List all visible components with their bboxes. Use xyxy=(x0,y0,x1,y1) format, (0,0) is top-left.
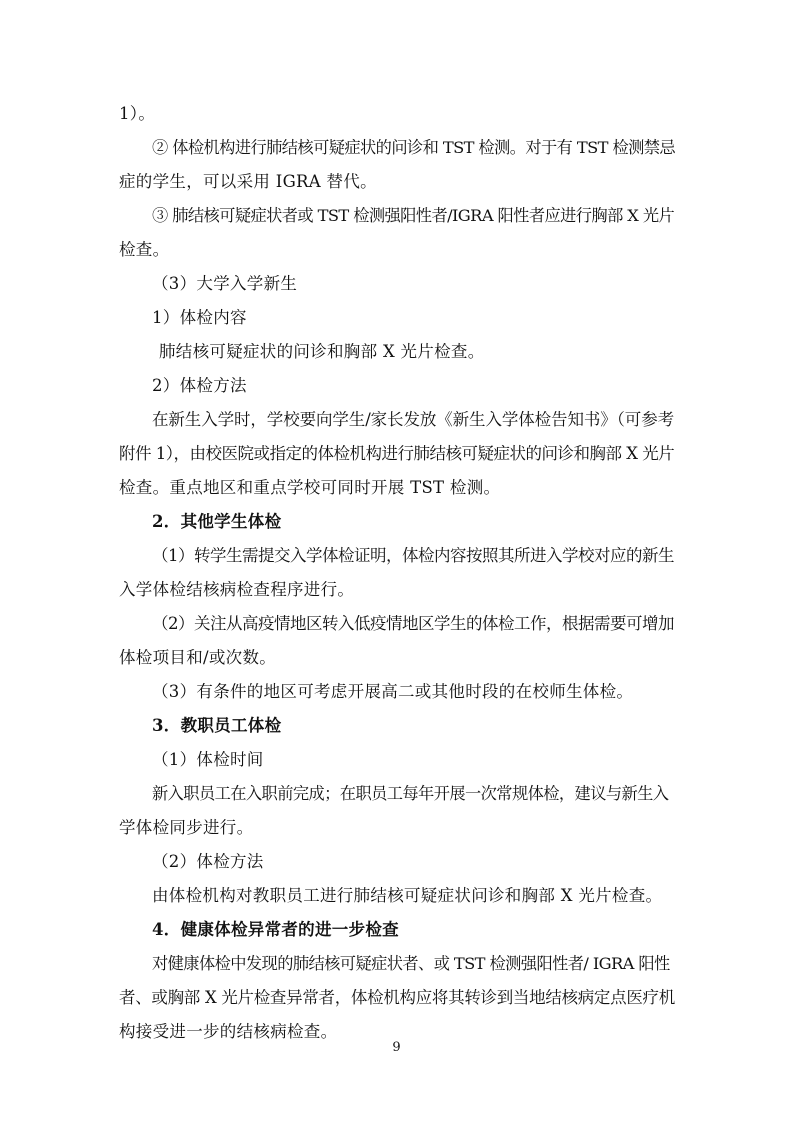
text-line: 新入职员工在入职前完成；在职员工每年开展一次常规体检，建议与新生入 xyxy=(152,784,669,803)
subsection-heading: 1）体检内容 xyxy=(152,308,247,327)
text-line: 对健康体检中发现的肺结核可疑症状者、或 TST 检测强阳性者/ IGRA 阳性 xyxy=(152,954,670,973)
section-heading: 3．教职员工体检 xyxy=(152,716,282,735)
text-line: 体检项目和/或次数。 xyxy=(119,648,277,667)
text-line: 在新生入学时，学校要向学生/家长发放《新生入学体检告知书》（可参考 xyxy=(152,410,675,429)
section-heading: 4．健康体检异常者的进一步检查 xyxy=(152,920,399,939)
subsection-heading: （2）体检方法 xyxy=(152,852,264,871)
text-line: 由体检机构对教职员工进行肺结核可疑症状问诊和胸部 X 光片检查。 xyxy=(152,886,663,905)
text-line: 构接受进一步的结核病检查。 xyxy=(119,1022,338,1041)
text-line: 检查。 xyxy=(119,240,170,259)
section-heading: （3）大学入学新生 xyxy=(152,274,298,293)
text-line: 入学体检结核病检查程序进行。 xyxy=(119,580,355,599)
text-line: 学体检同步进行。 xyxy=(119,818,254,837)
text-line: 症的学生，可以采用 IGRA 替代。 xyxy=(119,172,377,191)
text-line: 1）。 xyxy=(119,104,156,123)
subsection-heading: 2）体检方法 xyxy=(152,376,247,395)
text-line: 检查。重点地区和重点学校可同时开展 TST 检测。 xyxy=(119,478,501,497)
text-line: （2）关注从高疫情地区转入低疫情地区学生的体检工作，根据需要可增加 xyxy=(152,614,674,633)
text-line: （3）有条件的地区可考虑开展高二或其他时段的在校师生体检。 xyxy=(152,682,634,701)
text-line: 肺结核可疑症状的问诊和胸部 X 光片检查。 xyxy=(159,342,485,361)
text-line: 附件 1），由校医院或指定的体检机构进行肺结核可疑症状的问诊和胸部 X 光片 xyxy=(119,444,675,463)
text-line: 者、或胸部 X 光片检查异常者，体检机构应将其转诊到当地结核病定点医疗机 xyxy=(119,988,675,1007)
text-line: ③ 肺结核可疑症状者或 TST 检测强阳性者/IGRA 阳性者应进行胸部 X 光片 xyxy=(152,206,675,225)
text-line: （1）转学生需提交入学体检证明，体检内容按照其所进入学校对应的新生 xyxy=(152,546,674,565)
subsection-heading: （1）体检时间 xyxy=(152,750,264,769)
text-line: ② 体检机构进行肺结核可疑症状的问诊和 TST 检测。对于有 TST 检测禁忌 xyxy=(152,138,676,157)
page-number: 9 xyxy=(392,1040,401,1055)
section-heading: 2．其他学生体检 xyxy=(152,512,282,531)
